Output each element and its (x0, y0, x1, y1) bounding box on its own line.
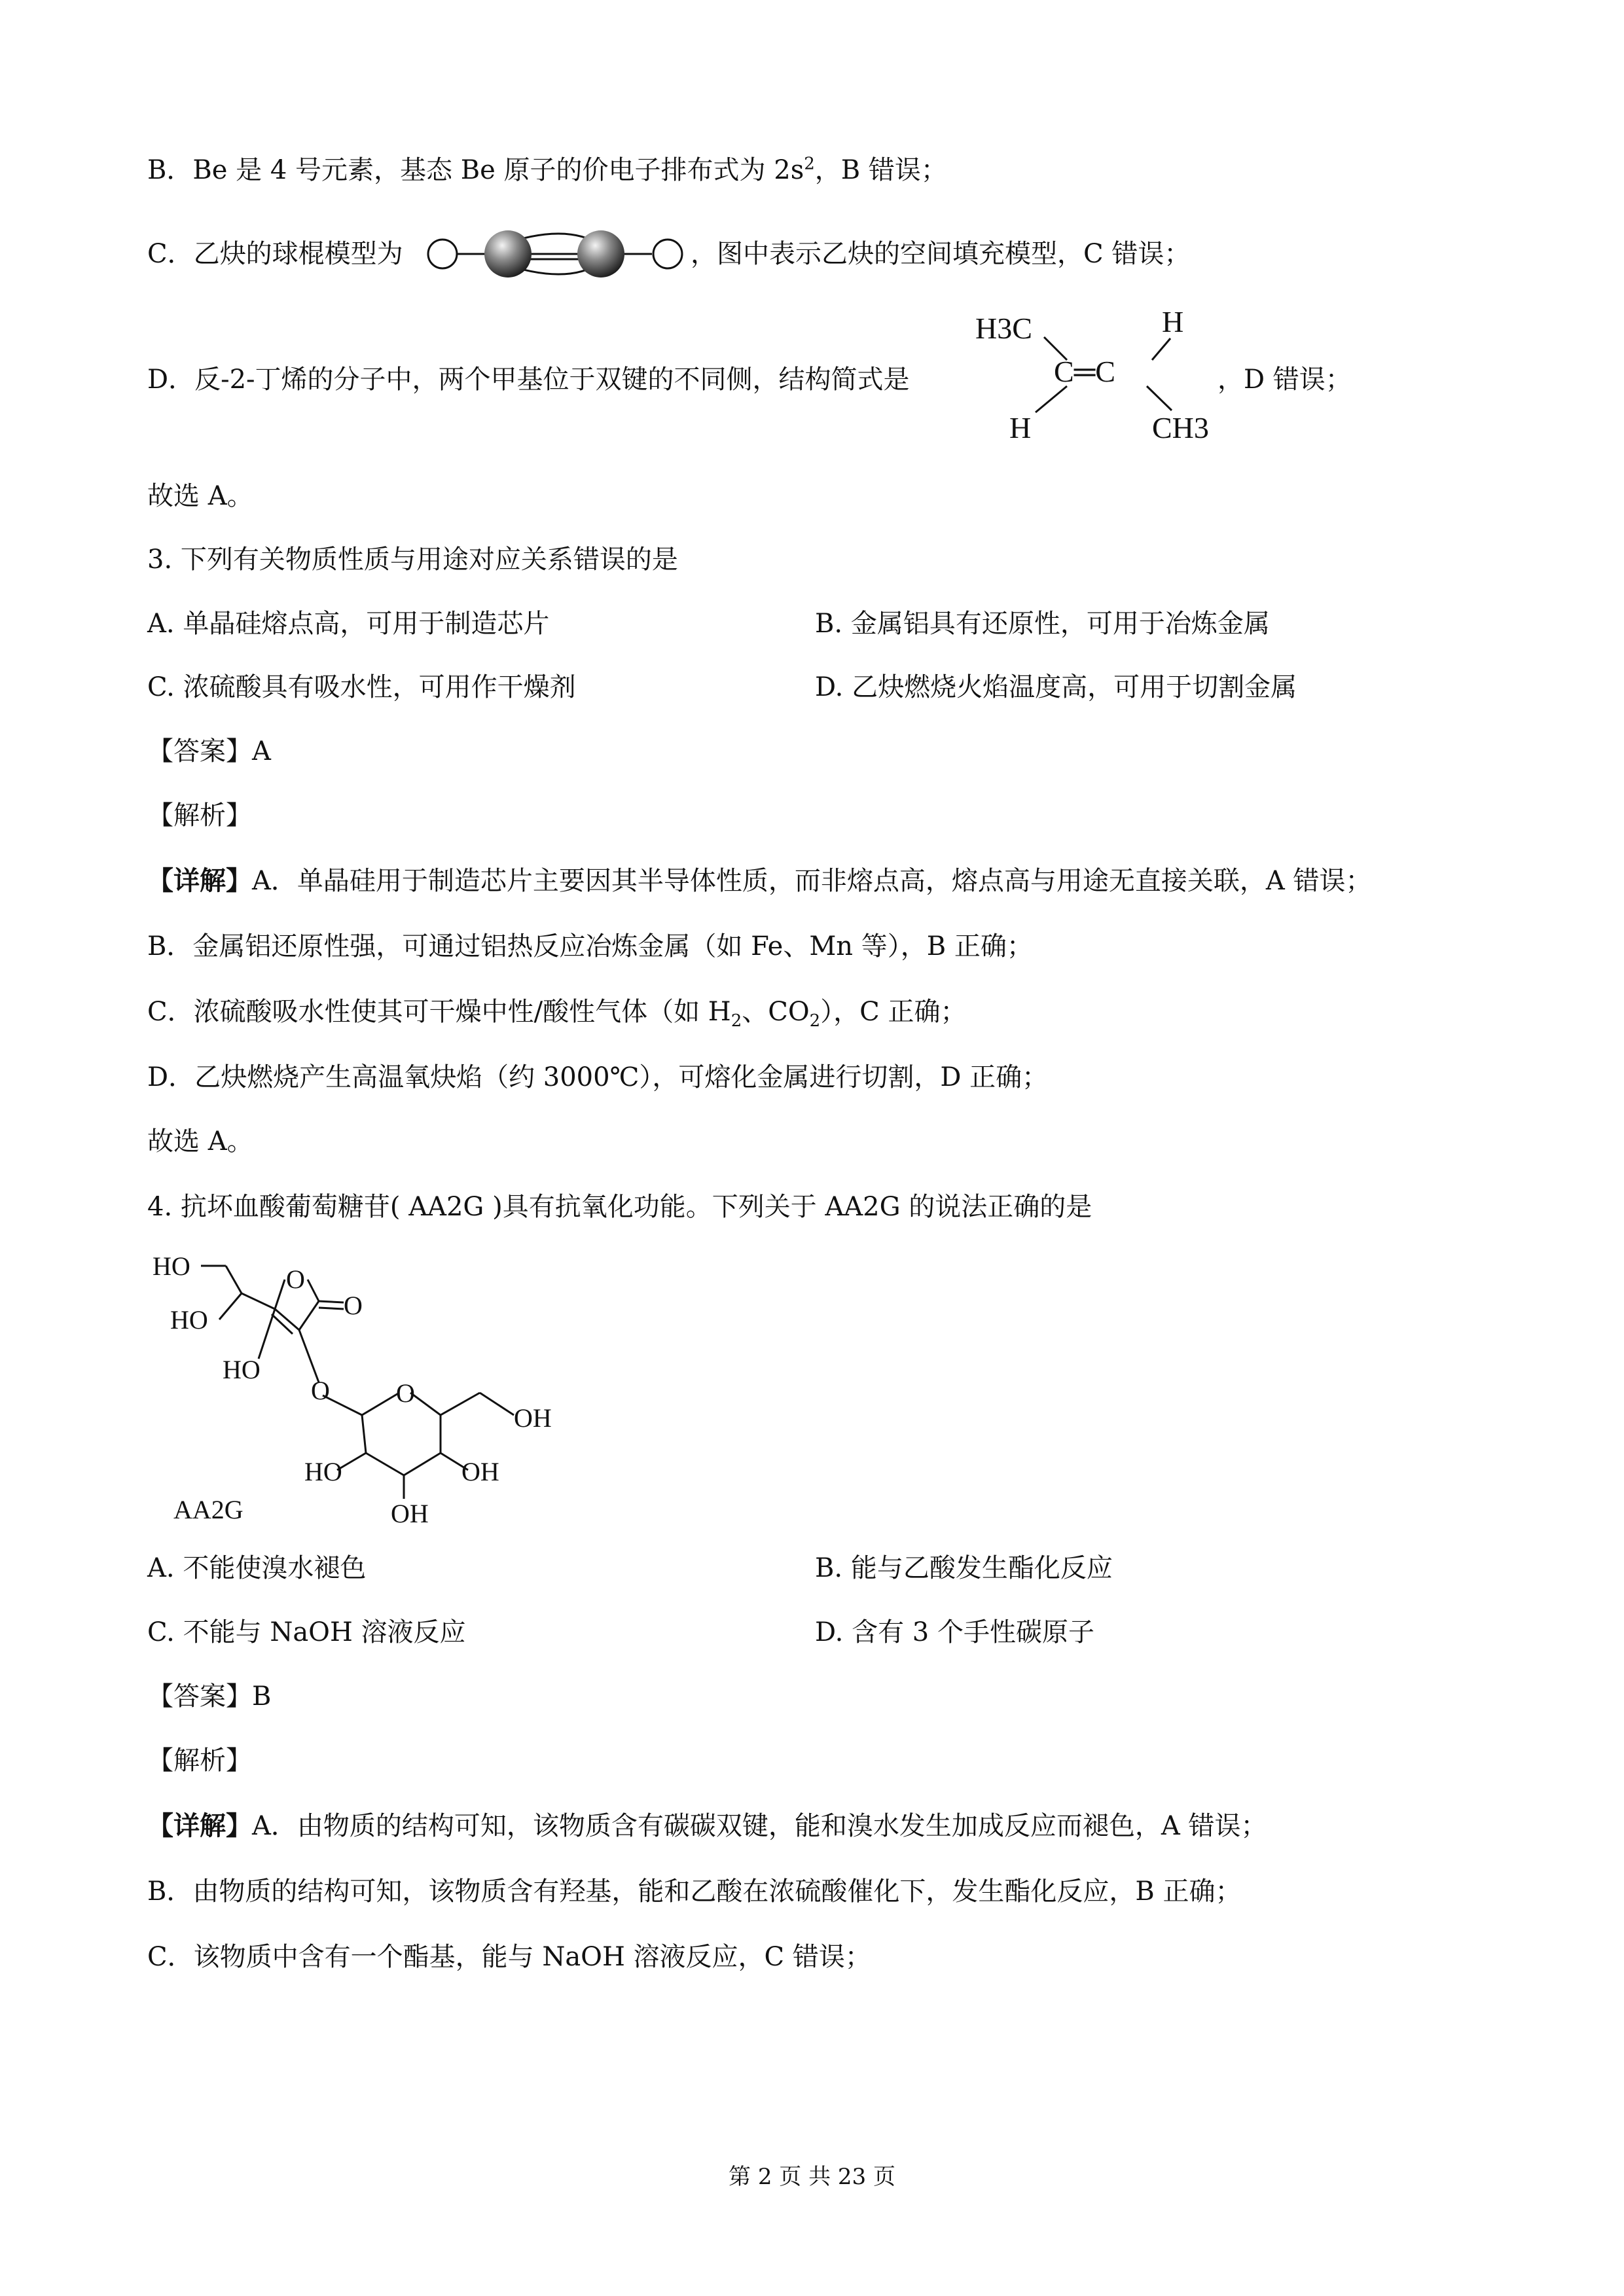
q3-detail-c: C．浓硫酸吸水性使其可干燥中性/酸性气体（如 $H_2$、$CO_2$），C 正确； (147, 997, 967, 1031)
hydrogen-atom-left (428, 240, 457, 268)
q2-option-c-post: ，图中表示乙炔的空间填充模型，C 错误； (691, 239, 1191, 269)
q4-option-a: A. 不能使溴水褪色 (147, 1553, 367, 1583)
q3-detail-d: D．乙炔燃烧产生高温氧炔焰（约 3000℃），可熔化金属进行切割，D 正确； (147, 1062, 1049, 1092)
label-o-sugar: O (396, 1378, 415, 1408)
q4-detail-b: B．由物质的结构可知，该物质含有羟基，能和乙酸在浓硫酸催化下，发生酯化反应，B 正确； (147, 1876, 1242, 1907)
carbon-atom-right (577, 230, 624, 278)
hydrogen-atom-right (653, 240, 682, 268)
label-ho-sugar: HO (304, 1457, 342, 1486)
q2-option-b-line: B．Be 是 4 号元素，基态 Be 原子的价电子排布式为 $2s^2$，B 错误； (147, 154, 947, 185)
q3-option-d: D. 乙炔燃烧火焰温度高，可用于切割金属 (815, 672, 1297, 702)
q3-conclusion: 故选 A。 (147, 1126, 253, 1157)
struct-c-double-c: C═C (1054, 355, 1115, 388)
label-oh-bottom: OH (391, 1499, 429, 1528)
struct-h-top: H (1162, 305, 1184, 338)
q4-answer: 【答案】B (147, 1681, 272, 1712)
acetylene-ball-stick-model (424, 223, 686, 285)
q4-option-b: B. 能与乙酸发生酯化反应 (815, 1553, 1113, 1583)
carbon-atom-left (484, 230, 532, 278)
q2-option-d-pre: D．反-2-丁烯的分子中，两个甲基位于双键的不同侧，结构简式是 (147, 365, 910, 395)
q3-detail-b: B．金属铝还原性强，可通过铝热反应冶炼金属（如 Fe、Mn 等），B 正确； (147, 931, 1033, 961)
q4-analysis-label: 【解析】 (147, 1746, 252, 1776)
q3-option-b: B. 金属铝具有还原性，可用于冶炼金属 (815, 609, 1270, 639)
q4-detail-c: C．该物质中含有一个酯基，能与 NaOH 溶液反应，C 错误； (147, 1942, 871, 1972)
q3-detail-a: 【详解】A．单晶硅用于制造芯片主要因其半导体性质，而非熔点高，熔点高与用途无直接关联，A 错误； (147, 865, 1372, 896)
page-footer: 第 2 页 共 23 页 (729, 2164, 895, 2190)
q3-option-a: A. 单晶硅熔点高，可用于制造芯片 (147, 609, 550, 639)
label-ho-left: HO (170, 1305, 208, 1335)
struct-h-bottom: H (1009, 411, 1032, 444)
q3-analysis-label: 【解析】 (147, 800, 252, 831)
aa2g-structure-diagram (147, 1230, 566, 1538)
label-oh-ch2: OH (514, 1403, 552, 1433)
q4-detail-a: 【详解】A．由物质的结构可知，该物质含有碳碳双键，能和溴水发生加成反应而褪色，A 错误； (147, 1810, 1267, 1841)
q3-answer: 【答案】A (147, 736, 271, 766)
trans-2-butene-structure (975, 298, 1224, 455)
q2-conclusion: 故选 A。 (147, 481, 253, 511)
q2-option-d-post: ，D 错误； (1218, 365, 1352, 395)
q4-option-d: D. 含有 3 个手性碳原子 (815, 1617, 1094, 1647)
struct-h3c: H3C (975, 312, 1032, 345)
label-aa2g: AA2G (173, 1495, 244, 1524)
label-ho-enol: HO (223, 1355, 261, 1384)
q2-option-c-pre: C．乙炔的球棍模型为 (147, 239, 403, 269)
label-oh-right: OH (461, 1457, 499, 1486)
label-o-carbonyl: O (344, 1291, 363, 1320)
struct-ch3: CH3 (1152, 411, 1209, 444)
q3-stem: 3. 下列有关物质性质与用途对应关系错误的是 (147, 545, 678, 575)
q4-option-c: C. 不能与 NaOH 溶液反应 (147, 1617, 466, 1647)
label-o-link: O (311, 1376, 330, 1405)
label-ho-top: HO (153, 1251, 190, 1281)
label-o-ring: O (286, 1265, 305, 1294)
q3-option-c: C. 浓硫酸具有吸水性，可用作干燥剂 (147, 672, 576, 702)
q4-stem: 4. 抗坏血酸葡萄糖苷( AA2G )具有抗氧化功能。下列关于 AA2G 的说法正确的是 (147, 1192, 1092, 1222)
